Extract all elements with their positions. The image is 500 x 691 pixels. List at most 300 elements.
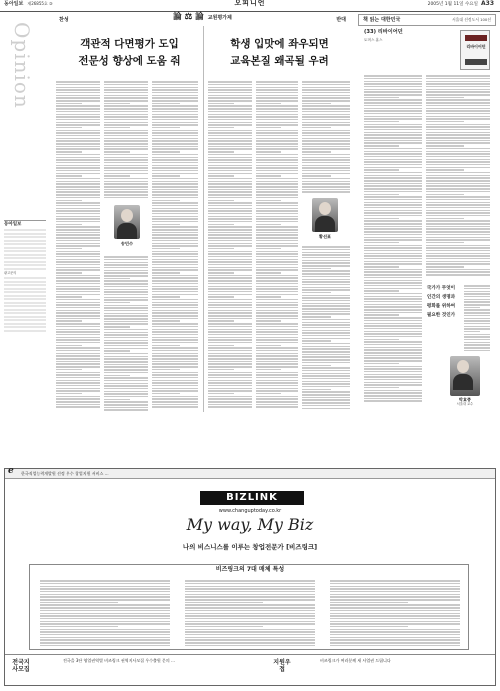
text-line (152, 87, 198, 88)
text-line (364, 94, 422, 95)
text-line (208, 337, 252, 338)
text-line (152, 111, 198, 112)
text-line (152, 200, 180, 201)
text-line (256, 296, 281, 297)
text-line (152, 105, 198, 106)
text-line (208, 350, 252, 351)
text-line (104, 375, 130, 376)
text-line (152, 248, 180, 249)
text-line (364, 89, 422, 90)
text-line (56, 296, 82, 297)
text-line (426, 140, 490, 141)
text-line (56, 108, 100, 109)
text-line (208, 323, 252, 324)
text-line (364, 357, 422, 358)
text-line (208, 229, 252, 230)
text-line (302, 138, 350, 139)
text-line (364, 215, 422, 216)
text-line (208, 304, 252, 305)
text-line (208, 345, 234, 346)
text-line (364, 258, 422, 259)
con-author-photo (312, 198, 338, 232)
text-line (302, 322, 350, 323)
text-line (426, 116, 490, 117)
text-line (302, 311, 350, 312)
text-line (426, 132, 490, 133)
text-line (364, 212, 422, 213)
text-line (104, 132, 148, 133)
text-line (302, 81, 350, 82)
text-line (426, 97, 464, 98)
text-line (104, 372, 148, 373)
text-line (364, 296, 422, 297)
text-line (426, 108, 490, 109)
text-line (364, 245, 422, 246)
text-line (104, 321, 148, 322)
text-line (364, 376, 422, 377)
text-line (364, 156, 422, 157)
text-line (104, 348, 148, 349)
text-line (256, 202, 298, 203)
text-line (152, 243, 198, 244)
text-line (56, 288, 100, 289)
text-line (40, 639, 170, 640)
text-line (208, 248, 234, 249)
text-line (208, 404, 252, 405)
text-line (364, 400, 422, 401)
text-line (426, 220, 490, 221)
columnist-photo (450, 356, 480, 396)
text-line (256, 318, 298, 319)
text-line (152, 329, 198, 330)
text-line (56, 393, 82, 394)
text-line (152, 202, 198, 203)
text-line (152, 151, 180, 152)
text-line (302, 108, 350, 109)
text-line (56, 347, 100, 348)
text-line (256, 205, 298, 206)
text-line (208, 157, 252, 158)
text-line (152, 307, 198, 308)
text-line (302, 132, 350, 133)
text-line (56, 385, 100, 386)
text-line (364, 228, 422, 229)
text-line (208, 132, 252, 133)
text-line (56, 237, 100, 238)
text-line (104, 162, 148, 163)
text-line (104, 289, 148, 290)
text-line (364, 242, 399, 243)
text-line (302, 124, 350, 125)
pro-author-photo (114, 205, 140, 239)
text-line (208, 326, 252, 327)
text-line (104, 409, 148, 410)
text-line (152, 234, 198, 235)
text-line (330, 602, 408, 603)
text-line (256, 243, 298, 244)
text-line (364, 371, 422, 372)
text-line (330, 631, 460, 632)
text-line (426, 81, 490, 82)
text-line (104, 105, 148, 106)
text-line (185, 607, 315, 608)
ad-branch-recruit: 전국지사모집 (12, 659, 30, 673)
text-line (364, 352, 422, 353)
text-line (364, 124, 422, 125)
text-line (364, 293, 422, 294)
text-line (152, 178, 198, 179)
text-line (208, 138, 252, 139)
text-line (256, 237, 298, 238)
text-line (426, 261, 490, 262)
text-line (56, 100, 100, 101)
text-line (302, 254, 350, 255)
text-line (185, 626, 263, 627)
text-line (256, 261, 298, 262)
text-line (208, 382, 252, 383)
text-line (364, 247, 422, 248)
text-line (302, 313, 350, 314)
text-line (364, 134, 422, 135)
text-line (104, 186, 148, 187)
text-line (302, 375, 350, 376)
text-line (330, 599, 460, 600)
text-line (464, 315, 490, 316)
text-line (256, 253, 298, 254)
text-line (208, 237, 252, 238)
text-line (364, 191, 422, 192)
text-line (208, 183, 252, 184)
text-line (364, 250, 422, 251)
text-line (364, 137, 422, 138)
text-line (185, 594, 315, 595)
text-line (208, 97, 252, 98)
text-line (104, 270, 148, 271)
text-line (464, 293, 490, 294)
text-line (426, 234, 490, 235)
text-line (426, 121, 464, 122)
text-line (56, 404, 100, 405)
text-line (208, 401, 252, 402)
text-line (185, 602, 263, 603)
text-line (104, 165, 148, 166)
text-line (56, 294, 100, 295)
text-line (56, 178, 100, 179)
text-line (56, 342, 100, 343)
text-line (364, 392, 422, 393)
text-line (104, 345, 148, 346)
text-line (152, 124, 198, 125)
text-line (56, 307, 100, 308)
text-line (256, 369, 281, 370)
text-line (56, 162, 100, 163)
text-line (104, 262, 148, 263)
text-line (364, 261, 422, 262)
text-line (56, 103, 82, 104)
text-line (364, 288, 422, 289)
text-line (302, 151, 331, 152)
text-line (364, 280, 422, 281)
text-line (256, 396, 298, 397)
ad-url[interactable]: www.changuptoday.co.kr (218, 508, 282, 514)
text-line (364, 368, 422, 369)
text-line (152, 167, 198, 168)
text-line (152, 358, 198, 359)
text-line (426, 113, 490, 114)
text-line (302, 130, 350, 131)
text-line (426, 274, 490, 275)
text-line (364, 317, 422, 318)
text-line (104, 399, 130, 400)
text-line (208, 81, 252, 82)
text-line (256, 127, 281, 128)
text-line (104, 356, 148, 357)
text-line (185, 634, 315, 635)
text-line (152, 369, 180, 370)
text-line (330, 586, 460, 587)
text-line (256, 361, 298, 362)
text-line (104, 361, 148, 362)
date-page (428, 2, 494, 7)
text-line (364, 105, 422, 106)
text-line (56, 135, 100, 136)
text-line (56, 210, 100, 211)
text-line (426, 266, 464, 267)
text-line (152, 221, 198, 222)
text-line (464, 301, 490, 302)
text-line (302, 127, 331, 128)
text-line (302, 324, 350, 325)
text-line (256, 175, 281, 176)
text-line (364, 314, 399, 315)
text-line (56, 304, 100, 305)
text-line (208, 288, 252, 289)
text-line (208, 122, 252, 123)
text-line (56, 140, 100, 141)
text-line (152, 320, 180, 321)
text-line (152, 213, 198, 214)
text-line (152, 194, 198, 195)
text-line (302, 262, 350, 263)
text-line (256, 256, 298, 257)
text-line (256, 226, 298, 227)
text-line (208, 224, 234, 225)
text-line (208, 353, 252, 354)
text-line (56, 272, 82, 273)
text-line (256, 229, 298, 230)
text-line (208, 130, 252, 131)
text-line (256, 189, 298, 190)
text-line (302, 191, 350, 192)
text-line (464, 285, 490, 286)
text-line (56, 173, 100, 174)
text-line (152, 326, 198, 327)
text-line (152, 393, 180, 394)
text-line (364, 325, 422, 326)
ad-top-bar (5, 466, 495, 479)
con-headline: 학생 입맛에 좌우되면 교육본질 왜곡될 우려 (230, 38, 329, 67)
text-line (152, 310, 198, 311)
text-line (256, 363, 298, 364)
page-header (0, 0, 500, 12)
text-line (208, 208, 252, 209)
text-line (464, 331, 480, 332)
pull-quote: 국가가 무엇이 인간의 생명과 평화를 위하여 필요한 것인가 (426, 286, 456, 318)
text-line (208, 398, 252, 399)
text-line (256, 339, 298, 340)
text-line (464, 299, 490, 300)
text-line (426, 164, 490, 165)
text-line (208, 146, 252, 147)
text-line (152, 334, 198, 335)
text-line (302, 162, 350, 163)
text-line (426, 102, 490, 103)
column-divider (203, 26, 204, 412)
text-line (40, 626, 118, 627)
text-line (208, 162, 252, 163)
text-line (302, 135, 350, 136)
text-line (152, 277, 198, 278)
text-line (464, 350, 490, 351)
text-line (56, 124, 100, 125)
text-line (152, 218, 198, 219)
text-line (56, 320, 82, 321)
text-line (208, 280, 252, 281)
text-line (256, 382, 298, 383)
text-line (185, 599, 315, 600)
text-line (152, 148, 198, 149)
text-line (185, 645, 315, 646)
text-line (364, 159, 422, 160)
text-line (364, 185, 422, 186)
text-line (256, 380, 298, 381)
text-line (208, 347, 252, 348)
text-line (56, 382, 100, 383)
text-line (364, 360, 422, 361)
text-line (56, 157, 100, 158)
text-line (426, 124, 490, 125)
text-line (40, 623, 170, 624)
text-line (364, 218, 399, 219)
text-line (426, 110, 490, 111)
text-line (256, 89, 298, 90)
text-line (256, 183, 298, 184)
text-line (364, 382, 422, 383)
text-line (364, 271, 422, 272)
text-line (208, 243, 252, 244)
text-line (302, 260, 350, 261)
text-line (256, 280, 298, 281)
text-line (302, 292, 331, 293)
text-line (208, 240, 252, 241)
text-line (256, 95, 298, 96)
text-line (104, 350, 130, 351)
text-line (330, 629, 460, 630)
text-line (302, 397, 350, 398)
text-line (330, 610, 460, 611)
text-line (56, 216, 100, 217)
left-sidebar (4, 220, 46, 333)
text-line (256, 342, 298, 343)
text-line (104, 323, 148, 324)
text-line (302, 295, 350, 296)
text-line (152, 229, 198, 230)
text-line (426, 258, 490, 259)
text-line (56, 218, 100, 219)
text-line (302, 273, 350, 274)
text-line (56, 277, 100, 278)
text-line (185, 631, 315, 632)
text-line (152, 162, 198, 163)
text-line (208, 175, 234, 176)
text-line (152, 140, 198, 141)
text-line (426, 191, 490, 192)
text-line (152, 116, 198, 117)
text-line (364, 384, 422, 385)
text-line (364, 366, 422, 367)
text-line (56, 398, 100, 399)
pro-article-col2 (104, 80, 148, 200)
con-author-name: 황선표 (318, 234, 332, 239)
text-line (152, 181, 198, 182)
con-article-col3b (302, 245, 350, 412)
text-line (104, 358, 148, 359)
text-line (256, 154, 298, 155)
text-line (152, 205, 198, 206)
book-column-body-2 (426, 74, 490, 279)
text-line (426, 137, 490, 138)
text-line (208, 194, 252, 195)
text-line (40, 580, 170, 581)
text-line (330, 637, 460, 638)
text-line (104, 313, 148, 314)
bizlink-advertisement[interactable] (4, 468, 496, 686)
text-line (364, 75, 422, 76)
text-line (56, 132, 100, 133)
text-line (208, 361, 252, 362)
text-line (56, 119, 100, 120)
text-line (208, 331, 252, 332)
text-line (208, 191, 252, 192)
text-line (256, 200, 281, 201)
text-line (302, 305, 350, 306)
text-line (40, 618, 170, 619)
text-line (426, 239, 490, 240)
text-line (302, 354, 350, 355)
text-line (56, 111, 100, 112)
text-line (208, 374, 252, 375)
text-line (256, 377, 298, 378)
text-line (426, 99, 490, 100)
text-line (256, 312, 298, 313)
text-line (426, 129, 490, 130)
text-line (208, 377, 252, 378)
text-line (208, 299, 252, 300)
text-line (56, 261, 100, 262)
text-line (426, 188, 490, 189)
text-line (152, 337, 198, 338)
text-line (152, 355, 198, 356)
text-line (152, 318, 198, 319)
text-line (152, 261, 198, 262)
text-line (330, 615, 460, 616)
text-line (56, 355, 100, 356)
text-line (302, 189, 350, 190)
e-logo-icon: e (8, 466, 14, 476)
text-line (464, 318, 490, 319)
text-line (464, 309, 490, 310)
text-line (152, 191, 198, 192)
